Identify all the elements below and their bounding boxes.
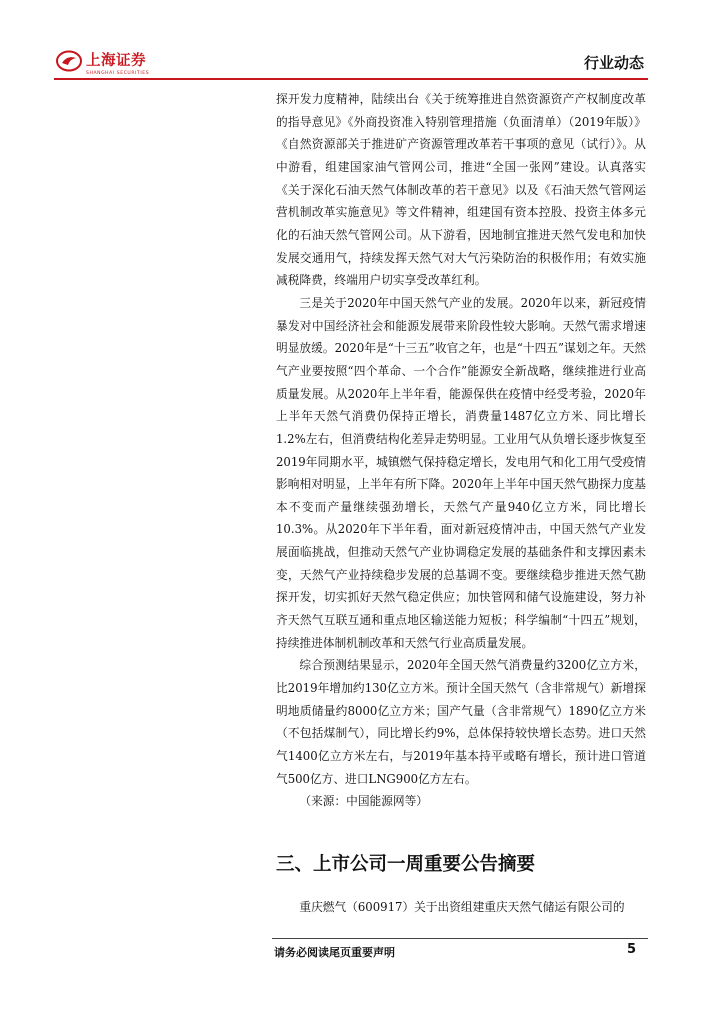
- paragraph-3: 综合预测结果显示，2020年全国天然气消费量约3200亿立方米，比2019年增加约130亿立方米。预计全国天然气（含非常规气）新增探明地质储量约8000亿立方米；国产气量（含非常规气）1890亿立方米（不包括煤制气），同比增长约9%，总体保持较快增长态势。进口天然气1400亿立方米左右，与2019年基本持平或略有增长，预计进口管道气500亿方、进口LNG900亿方左右。: [276, 658, 646, 786]
- source-note: （来源：中国能源网等）: [299, 794, 428, 809]
- header-divider: [54, 78, 648, 80]
- paragraph-1: 探开发力度精神，陆续出台《关于统筹推进自然资源资产产权制度改革的指导意见》《外商投资准入特别管理措施（负面清单）（2019年版）》《自然资源部关于推进矿产资源管理改革若干事项的意见（试行）》。从中游看，组建国家油气管网公司，推进“全国一张网”建设。认真落实《关于深化石油天然气体制改革的若干意见》以及《石油天然气管网运营机制改革实施意见》等文件精神，组建国有资本控股、投资主体多元化的石油天然气管网公司。从下游看，因地制宜推进天然气发电和加快发展交通用气，持续发挥天然气对大气污染防治的积极作用；有效实施减税降费，终端用户切实享受改革红利。: [276, 92, 646, 288]
- logo-subtext: SHANGHAI SECURITIES: [86, 71, 150, 76]
- paragraph-2: 三是关于2020年中国天然气产业的发展。2020年以来，新冠疫情暴发对中国经济社会和能源发展带来阶段性较大影响。天然气需求增速明显放缓。2020年是“十三五”收官之年，也是“十四五”谋划之年。天然气产业要按照“四个革命、一个合作”能源安全新战略，继续推进行业高质量发展。从2020年上半年看，能源保供在疫情中经受考验，2020年上半年天然气消费仍保持正增长，消费量1487亿立方米、同比增长1.2%左右，但消费结构化差异走势明显。工业用气从负增长逐步恢复至2019年同期水平，城镇燃气保持稳定增长，发电用气和化工用气受疫情影响相对明显，上半年有所下降。2020年上半年中国天然气勘探力度基本不变而产量继续强劲增长，天然气产量940亿立方米，同比增长10.3%。从2020年下半年看，面对新冠疫情冲击，中国天然气产业发展面临挑战，但推动天然气产业协调稳定发展的基础条件和支撑因素未变，天然气产业持续稳步发展的总基调不变。要继续稳步推进天然气勘探开发，切实抓好天然气稳定供应；加快管网和储气设施建设，努力补齐天然气互联互通和重点地区输送能力短板；科学编制“十四五”规划，持续推进体制机制改革和天然气行业高质量发展。: [276, 295, 646, 650]
- logo-text: 上海证券: [86, 53, 146, 69]
- company-logo: [56, 50, 146, 72]
- page-header: [0, 0, 724, 80]
- logo-emblem-icon: [56, 50, 82, 72]
- section-heading: 三、上市公司一周重要公告摘要: [276, 854, 536, 875]
- disclaimer-note: 请务必阅读尾页重要声明: [274, 946, 395, 959]
- section-label: 行业动态: [583, 54, 644, 72]
- announcement-text: [276, 896, 646, 919]
- announcement-first-line: 重庆燃气（600917）关于出资组建重庆天然气储运有限公司的: [299, 900, 625, 914]
- body-text: [276, 88, 646, 813]
- page-number: 5: [626, 942, 636, 957]
- footer-divider: [272, 938, 648, 939]
